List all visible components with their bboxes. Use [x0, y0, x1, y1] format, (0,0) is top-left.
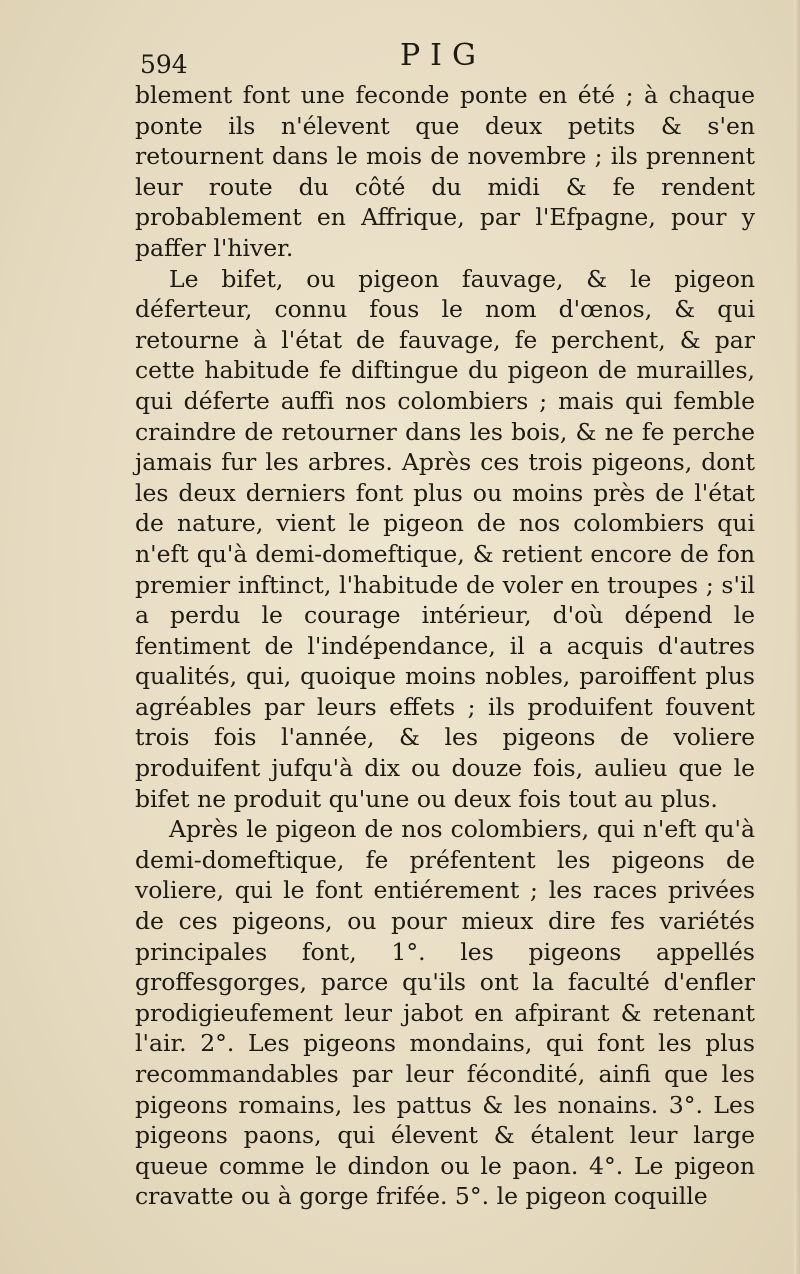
- page-header: [120, 38, 760, 78]
- page-number: 594: [140, 50, 188, 79]
- paragraph: Après le pigeon de nos colombiers, qui n'eft qu'à demi-domeftique, fe préfentent les pigeons de voliere, qui le font entiérement ; les races privées de ces pigeons, ou pour mieux dire fes variétés principales font, 1°. les pigeons appellés groffesgorges, parce qu'ils ont la faculté d'enfler prodigieufement leur jabot en afpirant & retenant l'air. 2°. Les pigeons mondains, qui font les plus recommandables par leur fécondité, ainfi que les pigeons romains, les pattus & les nonains. 3°. Les pigeons paons, qui élevent & étalent leur large queue comme le dindon ou le paon. 4°. Le pigeon cravatte ou à gorge frifée. 5°. le pigeon coquille: [135, 815, 755, 1211]
- paragraph: Le bifet, ou pigeon fauvage, & le pigeon déferteur, connu fous le nom d'œnos, & qui retourne à l'état de fauvage, fe perchent, & par cette habitude fe diftingue du pigeon de murailles, qui déferte auffi nos colombiers ; mais qui femble craindre de retourner dans les bois, & ne fe perche jamais fur les arbres. Après ces trois pigeons, dont les deux derniers font plus ou moins près de l'état de nature, vient le pigeon de nos colombiers qui n'eft qu'à demi-domeftique, & retient encore de fon premier inftinct, l'habitude de voler en troupes ; s'il a perdu le courage intérieur, d'où dépend le fentiment de l'indépendance, il a acquis d'autres qualités, qui, quoique moins nobles, paroiffent plus agréables par leurs effets ; ils produifent fouvent trois fois l'année, & les pigeons de voliere produifent jufqu'à dix ou douze fois, aulieu que le bifet ne produit qu'une ou deux fois tout au plus.: [135, 264, 755, 813]
- running-head: PIG: [400, 38, 487, 73]
- paragraph: blement font une feconde ponte en été ; à chaque ponte ils n'élevent que deux petits & s'en retournent dans le mois de novembre ; ils prennent leur route du côté du midi & fe rendent probablement en Affrique, par l'Efpagne, pour y paffer l'hiver.: [135, 81, 755, 262]
- body-text: [135, 80, 755, 1212]
- page-edge: [794, 0, 800, 1274]
